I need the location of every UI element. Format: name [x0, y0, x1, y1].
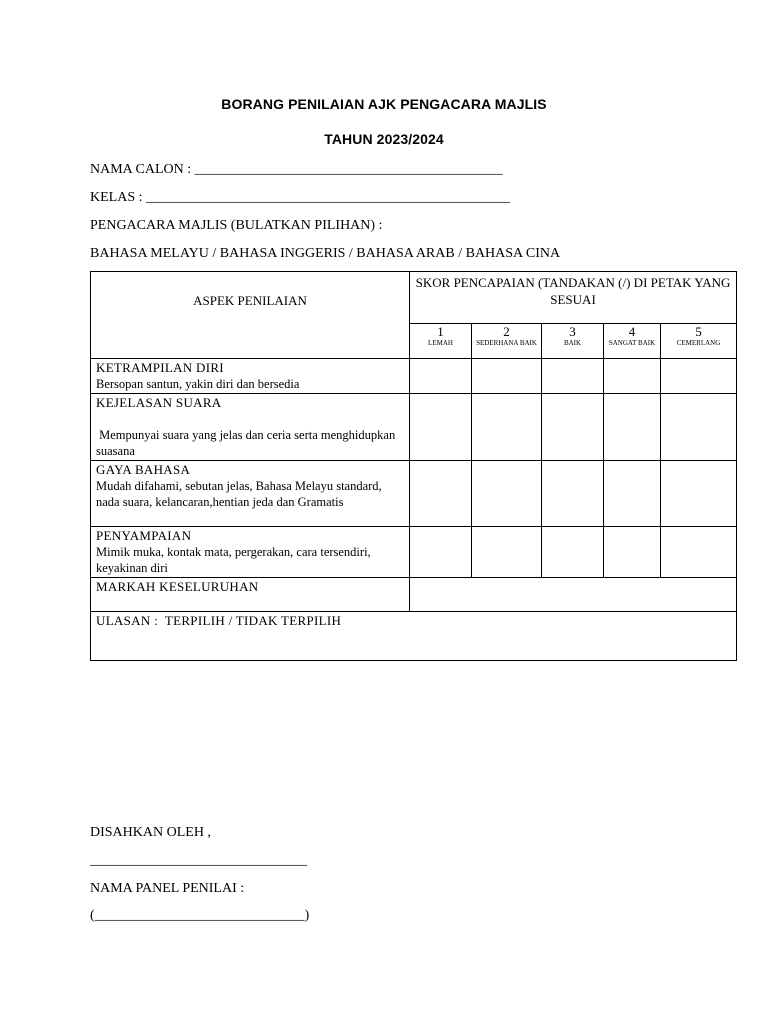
panel-name-line: (______________________________) — [90, 908, 310, 923]
criteria-cell: PENYAMPAIAN Mimik muka, kontak mata, pergerakan, cara tersendiri, keyakinan diri — [91, 527, 410, 578]
score-box[interactable] — [542, 461, 604, 527]
score-col-5: 5 CEMERLANG — [661, 324, 737, 359]
score-box[interactable] — [472, 359, 542, 394]
score-box[interactable] — [472, 394, 542, 461]
criteria-row — [91, 359, 737, 394]
pengacara-label: PENGACARA MAJLIS (BULATKAN PILIHAN) : — [90, 218, 383, 233]
form-year: TAHUN 2023/2024 — [324, 131, 444, 147]
score-box[interactable] — [604, 394, 661, 461]
score-box[interactable] — [604, 527, 661, 578]
markah-total-box[interactable] — [410, 578, 737, 612]
score-box[interactable] — [542, 359, 604, 394]
score-box[interactable] — [661, 461, 737, 527]
score-box[interactable] — [410, 359, 472, 394]
score-box[interactable] — [472, 527, 542, 578]
ulasan-row — [91, 612, 737, 661]
assessment-table — [90, 271, 737, 661]
criteria-cell: KEJELASAN SUARA Mempunyai suara yang jelas dan ceria serta menghidupkan suasana — [91, 394, 410, 461]
aspek-header: ASPEK PENILAIAN — [91, 272, 410, 359]
form-title: BORANG PENILAIAN AJK PENGACARA MAJLIS — [221, 96, 547, 112]
score-col-4: 4 SANGAT BAIK — [604, 324, 661, 359]
score-box[interactable] — [604, 461, 661, 527]
score-box[interactable] — [661, 394, 737, 461]
score-box[interactable] — [604, 359, 661, 394]
score-box[interactable] — [410, 461, 472, 527]
kelas-field: KELAS : ____________________________________________________ — [90, 190, 510, 205]
score-col-3: 3 BAIK — [542, 324, 604, 359]
criteria-cell: GAYA BAHASA Mudah difahami, sebutan jelas, Bahasa Melayu standard, nada suara, kelancaran,hentian jeda dan Gramatis — [91, 461, 410, 527]
score-box[interactable] — [661, 527, 737, 578]
score-box[interactable] — [661, 359, 737, 394]
criteria-row — [91, 394, 737, 461]
nama-calon-field: NAMA CALON : ____________________________________________ — [90, 162, 503, 177]
score-box[interactable] — [542, 527, 604, 578]
bahasa-options: BAHASA MELAYU / BAHASA INGGERIS / BAHASA ARAB / BAHASA CINA — [90, 246, 561, 261]
score-box[interactable] — [472, 461, 542, 527]
ulasan-cell[interactable]: ULASAN : TERPILIH / TIDAK TERPILIH — [91, 612, 737, 661]
criteria-row — [91, 461, 737, 527]
score-col-1: 1 LEMAH — [410, 324, 472, 359]
score-col-2: 2 SEDERHANA BAIK — [472, 324, 542, 359]
criteria-cell: KETRAMPILAN DIRI Bersopan santun, yakin diri dan bersedia — [91, 359, 410, 394]
criteria-row — [91, 527, 737, 578]
score-box[interactable] — [410, 527, 472, 578]
markah-label: MARKAH KESELURUHAN — [91, 578, 410, 612]
nama-panel-label: NAMA PANEL PENILAI : — [90, 881, 245, 896]
markah-row — [91, 578, 737, 612]
score-box[interactable] — [410, 394, 472, 461]
disahkan-label: DISAHKAN OLEH , — [90, 825, 211, 840]
skor-header: SKOR PENCAPAIAN (TANDAKAN (/) DI PETAK YANG SESUAI — [410, 272, 737, 324]
signature-line: _______________________________ — [90, 853, 307, 868]
score-box[interactable] — [542, 394, 604, 461]
